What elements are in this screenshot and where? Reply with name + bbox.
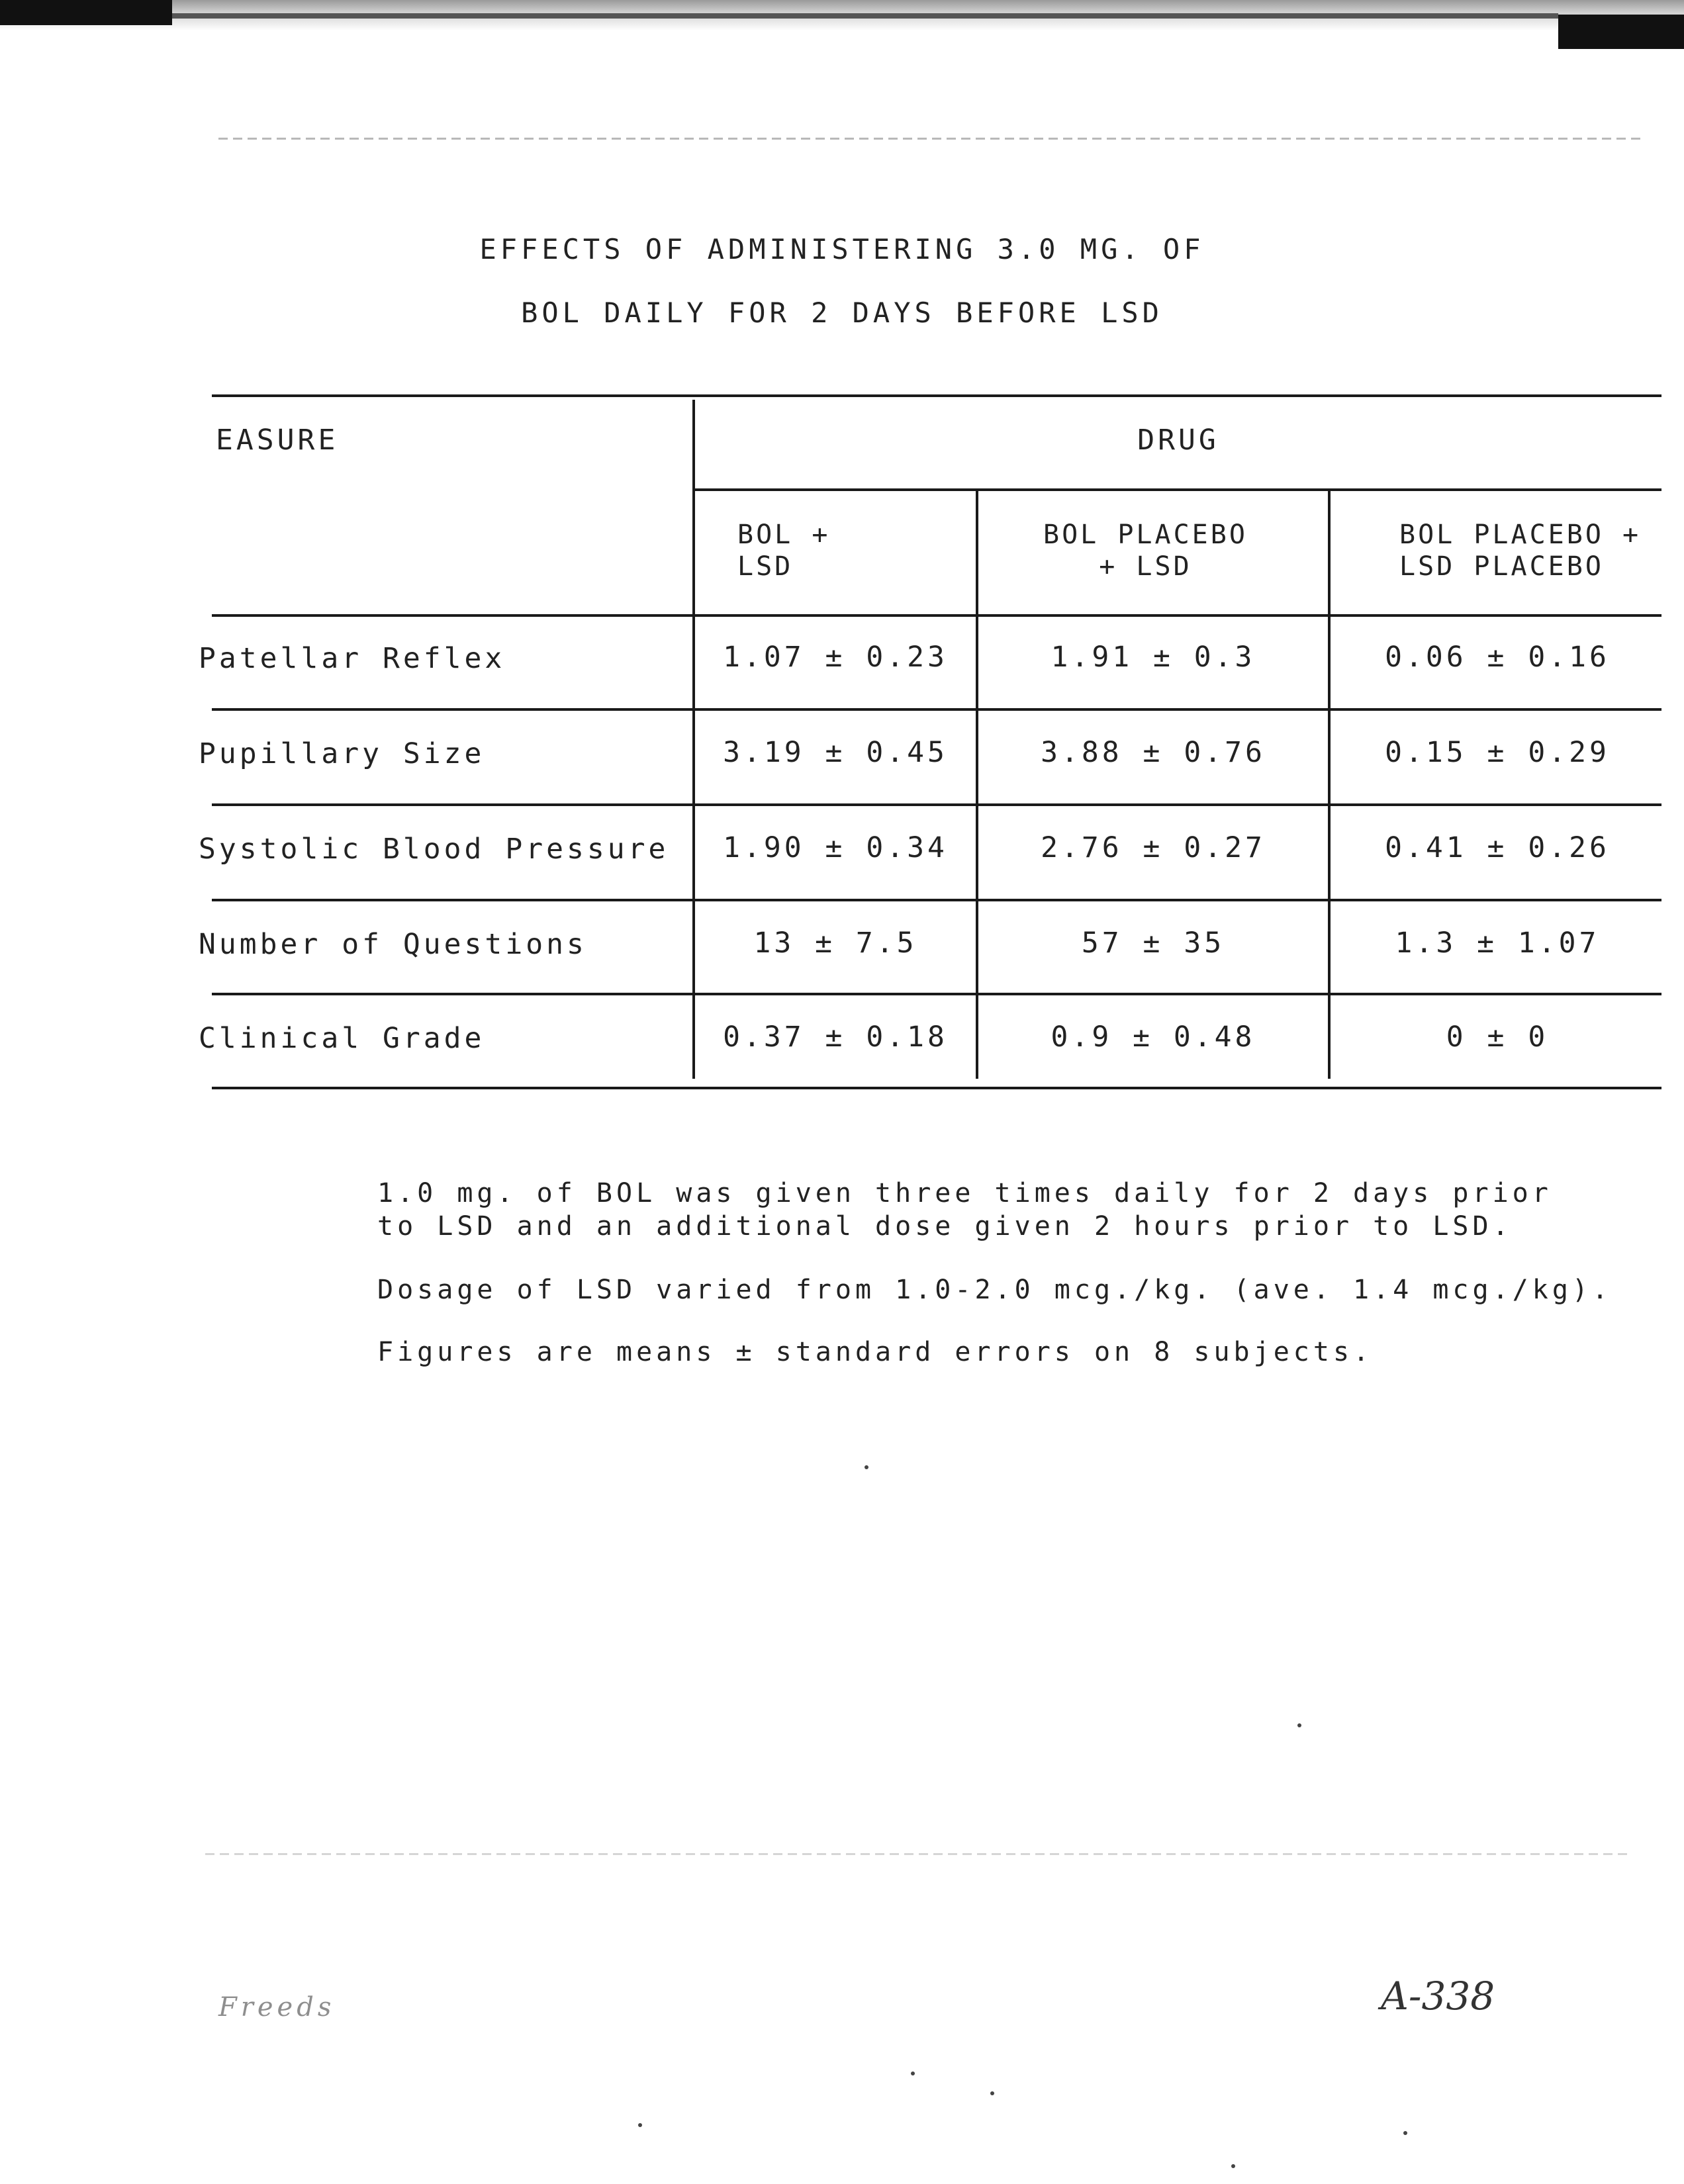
scan-speck — [911, 2071, 915, 2075]
column-header-line: + LSD — [1099, 551, 1192, 582]
scan-edge-right — [1558, 15, 1684, 49]
faint-rule-top — [218, 138, 1642, 140]
table-cell: 1.91 ± 0.3 — [1051, 641, 1256, 674]
table-cell: 3.88 ± 0.76 — [1041, 736, 1266, 769]
table-divider-col-2 — [976, 491, 978, 1079]
table-cell: 2.76 ± 0.27 — [1041, 831, 1266, 864]
table-rule-row — [212, 708, 1661, 711]
table-cell: 1.3 ± 1.07 — [1395, 927, 1600, 960]
scan-speck — [638, 2123, 642, 2127]
row-label: Clinical Grade — [199, 1022, 485, 1055]
table-rule-row — [212, 803, 1661, 806]
table-cell: 57 ± 35 — [1081, 927, 1225, 960]
row-label: Systolic Blood Pressure — [199, 833, 669, 866]
footnote-figures: Figures are means ± standard errors on 8 subjects. — [377, 1337, 1374, 1367]
table-rule-row — [212, 899, 1661, 901]
column-header-line: BOL + — [737, 520, 831, 550]
table-cell: 0.06 ± 0.16 — [1385, 641, 1610, 674]
table-cell: 0 ± 0 — [1446, 1021, 1549, 1054]
table-rule-bottom — [212, 1087, 1661, 1089]
table-rule-drug — [694, 488, 1661, 491]
measure-column-header: EASURE — [216, 424, 339, 457]
page-number: A-338 — [1381, 1974, 1495, 2019]
table-cell: 13 ± 7.5 — [753, 927, 917, 960]
table-divider-col-3 — [1328, 491, 1331, 1079]
table-cell: 0.37 ± 0.18 — [723, 1021, 948, 1054]
column-header-line: BOL PLACEBO + — [1399, 520, 1642, 550]
document-title-line-2: BOL DAILY FOR 2 DAYS BEFORE LSD — [521, 296, 1163, 329]
table-cell: 1.07 ± 0.23 — [723, 641, 948, 674]
table-cell: 0.9 ± 0.48 — [1051, 1021, 1256, 1054]
document-title-line-1: EFFECTS OF ADMINISTERING 3.0 MG. OF — [479, 233, 1205, 265]
table-cell: 3.19 ± 0.45 — [723, 736, 948, 769]
table-cell: 0.15 ± 0.29 — [1385, 736, 1610, 769]
scan-band — [172, 13, 1558, 19]
column-header-placebo-placebo — [1399, 519, 1641, 582]
table-rule-top — [212, 394, 1661, 397]
faint-rule-bottom — [205, 1853, 1628, 1855]
scan-speck — [865, 1465, 868, 1469]
table-divider-measure — [692, 400, 695, 1079]
table-cell: 0.41 ± 0.26 — [1385, 831, 1610, 864]
scan-speck — [1231, 2164, 1235, 2168]
footnote-dosage: Dosage of LSD varied from 1.0-2.0 mcg./kg. (ave. 1.4 mcg./kg). — [377, 1275, 1613, 1305]
row-label: Patellar Reflex — [199, 642, 506, 675]
row-label: Pupillary Size — [199, 737, 485, 770]
scan-speck — [1403, 2131, 1407, 2135]
row-label: Number of Questions — [199, 928, 587, 961]
table-rule-row — [212, 993, 1661, 995]
scan-speck — [1297, 1723, 1301, 1727]
footnote-line-2: to LSD and an additional dose given 2 hours prior to LSD. — [377, 1211, 1513, 1242]
scan-edge-left — [0, 0, 172, 25]
table-rule-header — [212, 614, 1661, 617]
column-header-placebo-lsd — [1043, 519, 1248, 582]
column-header-line: BOL PLACEBO — [1043, 520, 1248, 550]
scan-border-top — [0, 0, 1684, 30]
footnote-line-1: 1.0 mg. of BOL was given three times daily for 2 days prior — [377, 1178, 1552, 1208]
column-header-bol-lsd — [737, 519, 830, 582]
table-cell: 1.90 ± 0.34 — [723, 831, 948, 864]
scan-speck — [990, 2091, 994, 2095]
drug-column-header: DRUG — [1137, 424, 1219, 457]
column-header-line: LSD — [737, 551, 794, 582]
column-header-line: LSD PLACEBO — [1399, 551, 1604, 582]
margin-scribble: Freeds — [218, 1992, 336, 2023]
